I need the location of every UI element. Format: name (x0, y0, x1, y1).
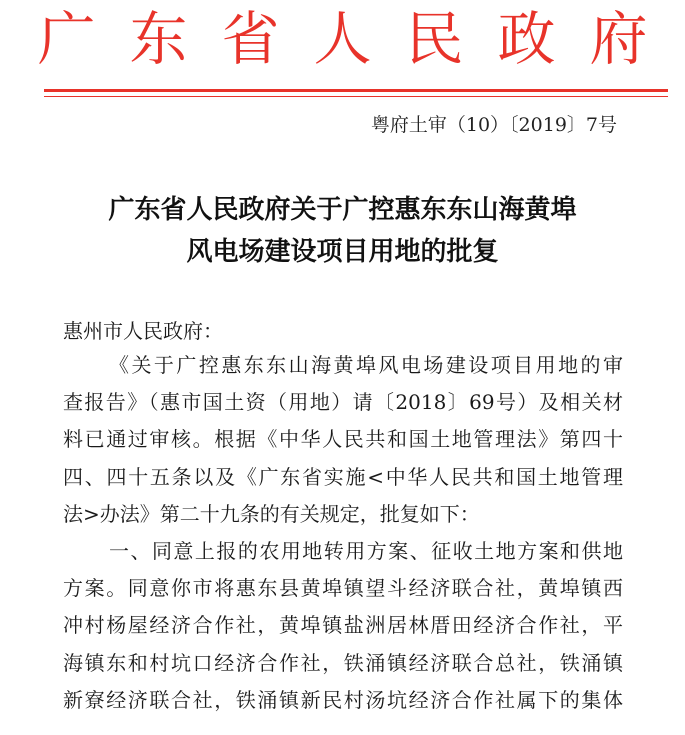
masthead-title: 广东省人民政府 (37, 5, 682, 73)
addressee: 惠州市人民政府： (63, 319, 223, 343)
title-line: 风电场建设项目用地的批复 (186, 237, 499, 267)
document-number: 粤府土审（10）〔2019〕7号 (370, 114, 617, 136)
masthead (0, 2, 685, 76)
masthead-rule-thick (44, 89, 668, 92)
body-line: 一、同意上报的农用地转用方案、征收土地方案和供地 (109, 538, 623, 563)
body-line: 方案。同意你市将惠东县黄埠镇望斗经济联合社，黄埠镇西 (63, 576, 623, 601)
masthead-rule-thin (44, 96, 668, 97)
body-line: 法>办法》第二十九条的有关规定，批复如下： (63, 501, 480, 526)
body-line: 四、四十五条以及《广东省实施<中华人民共和国土地管理 (63, 464, 623, 489)
body-line: 《关于广控惠东东山海黄埠风电场建设项目用地的审 (109, 353, 623, 377)
title-line: 广东省人民政府关于广控惠东东山海黄埠 (108, 195, 577, 225)
body-line: 查报告》（惠市国土资（用地）请〔2018〕69号）及相关材 (63, 390, 623, 415)
document-title (0, 189, 685, 273)
document-body (63, 347, 623, 719)
body-line: 新寮经济联合社，铁涌镇新民村汤坑经济合作社属下的集体 (63, 687, 623, 712)
body-line: 海镇东和村坑口经济合作社，铁涌镇经济联合总社，铁涌镇 (63, 650, 623, 675)
body-line: 冲村杨屋经济合作社，黄埠镇盐洲居林厝田经济合作社，平 (63, 613, 623, 638)
body-line: 料已通过审核。根据《中华人民共和国土地管理法》第四十 (63, 427, 623, 452)
